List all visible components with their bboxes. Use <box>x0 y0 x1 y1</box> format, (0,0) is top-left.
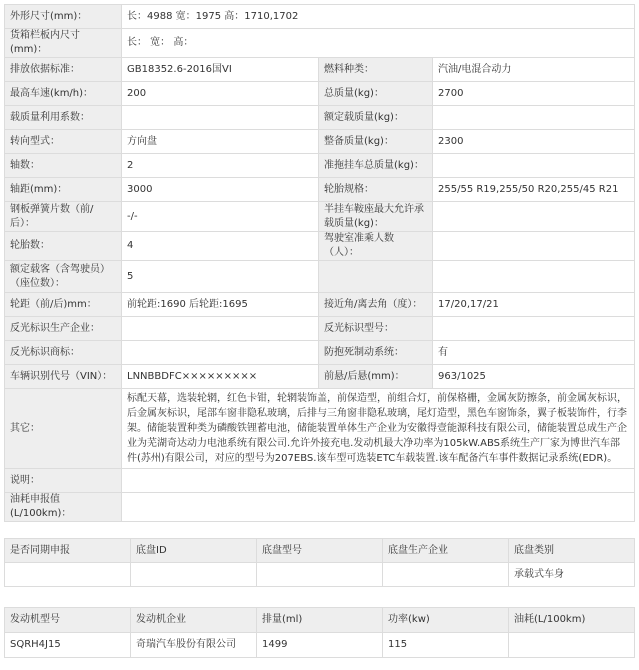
spec-table <box>4 4 635 522</box>
chassis-header-cell: 底盘ID <box>131 539 257 563</box>
chassis-data-cell: 承载式车身 <box>509 563 635 587</box>
spec-value: 有 <box>433 341 635 365</box>
spec-label: 反光标识型号： <box>319 317 433 341</box>
remark-row <box>5 469 635 493</box>
spec-row <box>5 293 635 317</box>
spec-value <box>433 106 635 130</box>
spec-row <box>5 317 635 341</box>
engine-header-cell: 排量(ml) <box>257 608 383 633</box>
spec-value: 963/1025 <box>433 365 635 389</box>
other-notes-row <box>5 389 635 469</box>
engine-header-cell: 发动机型号 <box>5 608 131 633</box>
spec-label: 燃料种类： <box>319 58 433 82</box>
engine-header-row <box>5 608 635 633</box>
fuel-declared-label: 油耗申报值(L/100km)： <box>5 493 122 522</box>
spec-label <box>319 261 433 293</box>
spec-value: 5 <box>122 261 319 293</box>
fuel-declared-row <box>5 493 635 522</box>
spec-label: 反光标识商标： <box>5 341 122 365</box>
spec-label: 车辆识别代号（VIN）： <box>5 365 122 389</box>
chassis-data-cell <box>5 563 131 587</box>
chassis-header-cell: 是否同期申报 <box>5 539 131 563</box>
spec-label: 轴距(mm)： <box>5 178 122 202</box>
spec-row <box>5 232 635 261</box>
spec-value: 2 <box>122 154 319 178</box>
spec-row <box>5 130 635 154</box>
engine-header-cell: 功率(kw) <box>383 608 509 633</box>
spec-row <box>5 29 635 58</box>
chassis-data-row <box>5 563 635 587</box>
chassis-data-cell <box>131 563 257 587</box>
spec-value <box>433 232 635 261</box>
other-notes-value: 标配天幕，选装轮辋，红色卡钳，轮辋装饰盖，前保造型，前组合灯，前保格栅，金属灰防擦条，前金属灰标识，后金属灰标识，尾部车窗非隐私玻璃，后排与三角窗非隐私玻璃，尾灯造型，黑色车窗饰条，翼子板装饰件，行李架。储能装置种类为磷酸铁锂蓄电池，储能装置单体生产企业为安徽得壹能源科技有限公司，储能装置总成生产企业为芜湖奇达动力电池系统有限公司.允许外接充电.发动机最大净功率为105kW.ABS系统生产厂家为博世汽车部件(苏州)有限公司，对应的型号为207EBS.该车型可选装ETC车载装置.该车配备汽车事件数据记录系统(EDR)。 <box>122 389 635 469</box>
spec-value: 长： 宽： 高： <box>122 29 635 58</box>
engine-data-cell <box>509 633 635 658</box>
spec-value <box>433 154 635 178</box>
chassis-header-cell: 底盘型号 <box>257 539 383 563</box>
spec-label: 轮胎数： <box>5 232 122 261</box>
spec-value <box>122 106 319 130</box>
chassis-table <box>4 538 635 587</box>
spec-label: 最高车速(km/h)： <box>5 82 122 106</box>
spec-value: 17/20,17/21 <box>433 293 635 317</box>
spec-row <box>5 106 635 130</box>
chassis-data-cell <box>257 563 383 587</box>
spec-label: 反光标识生产企业： <box>5 317 122 341</box>
spec-value: 3000 <box>122 178 319 202</box>
spec-row <box>5 58 635 82</box>
spec-label: 防抱死制动系统： <box>319 341 433 365</box>
spec-value: 汽油/电混合动力 <box>433 58 635 82</box>
spec-value: LNNBBDFC××××××××× <box>122 365 319 389</box>
spec-label: 外形尺寸(mm)： <box>5 5 122 29</box>
spec-row <box>5 365 635 389</box>
spec-label: 货箱栏板内尺寸(mm)： <box>5 29 122 58</box>
spec-value <box>122 317 319 341</box>
engine-header-cell: 发动机企业 <box>131 608 257 633</box>
spec-value: 前轮距:1690 后轮距:1695 <box>122 293 319 317</box>
spec-label: 驾驶室准乘人数（人）： <box>319 232 433 261</box>
spec-body <box>5 5 635 522</box>
spec-row <box>5 82 635 106</box>
spec-value: 2300 <box>433 130 635 154</box>
spec-row <box>5 202 635 232</box>
spec-value: 方向盘 <box>122 130 319 154</box>
spec-value <box>433 261 635 293</box>
engine-data-cell: 115 <box>383 633 509 658</box>
spec-value: 长：4988 宽：1975 高：1710,1702 <box>122 5 635 29</box>
spec-value: 2700 <box>433 82 635 106</box>
spec-label: 接近角/离去角（度）： <box>319 293 433 317</box>
spec-label: 额定载客（含驾驶员）（座位数）： <box>5 261 122 293</box>
spec-row <box>5 154 635 178</box>
spec-row <box>5 178 635 202</box>
spec-label: 轮胎规格： <box>319 178 433 202</box>
spec-label: 整备质量(kg)： <box>319 130 433 154</box>
spec-label: 准拖挂车总质量(kg)： <box>319 154 433 178</box>
spec-value: 200 <box>122 82 319 106</box>
spec-label: 轮距（前/后)mm： <box>5 293 122 317</box>
fuel-declared-value <box>122 493 635 522</box>
spec-value <box>433 202 635 232</box>
spec-label: 总质量(kg)： <box>319 82 433 106</box>
spec-label: 排放依据标准： <box>5 58 122 82</box>
spec-label: 半挂车鞍座最大允许承载质量(kg)： <box>319 202 433 232</box>
engine-table <box>4 607 635 658</box>
spec-value <box>433 317 635 341</box>
engine-data-row <box>5 633 635 658</box>
spec-label: 钢板弹簧片数（前/后）： <box>5 202 122 232</box>
engine-header-cell: 油耗(L/100km) <box>509 608 635 633</box>
spec-row <box>5 261 635 293</box>
spec-value: GB18352.6-2016国VI <box>122 58 319 82</box>
remark-label: 说明： <box>5 469 122 493</box>
remark-value <box>122 469 635 493</box>
chassis-header-cell: 底盘类别 <box>509 539 635 563</box>
spec-label: 额定载质量(kg)： <box>319 106 433 130</box>
spec-label: 轴数： <box>5 154 122 178</box>
spec-row <box>5 5 635 29</box>
chassis-header-row <box>5 539 635 563</box>
spec-row <box>5 341 635 365</box>
spec-value: 255/55 R19,255/50 R20,255/45 R21 <box>433 178 635 202</box>
spec-label: 前悬/后悬(mm)： <box>319 365 433 389</box>
spec-label: 载质量利用系数： <box>5 106 122 130</box>
chassis-data-cell <box>383 563 509 587</box>
other-notes-label: 其它： <box>5 389 122 469</box>
chassis-header-cell: 底盘生产企业 <box>383 539 509 563</box>
spec-value: -/- <box>122 202 319 232</box>
spec-label: 转向型式： <box>5 130 122 154</box>
engine-data-cell: 奇瑞汽车股份有限公司 <box>131 633 257 658</box>
spec-value <box>122 341 319 365</box>
engine-data-cell: 1499 <box>257 633 383 658</box>
spec-value: 4 <box>122 232 319 261</box>
engine-data-cell: SQRH4J15 <box>5 633 131 658</box>
